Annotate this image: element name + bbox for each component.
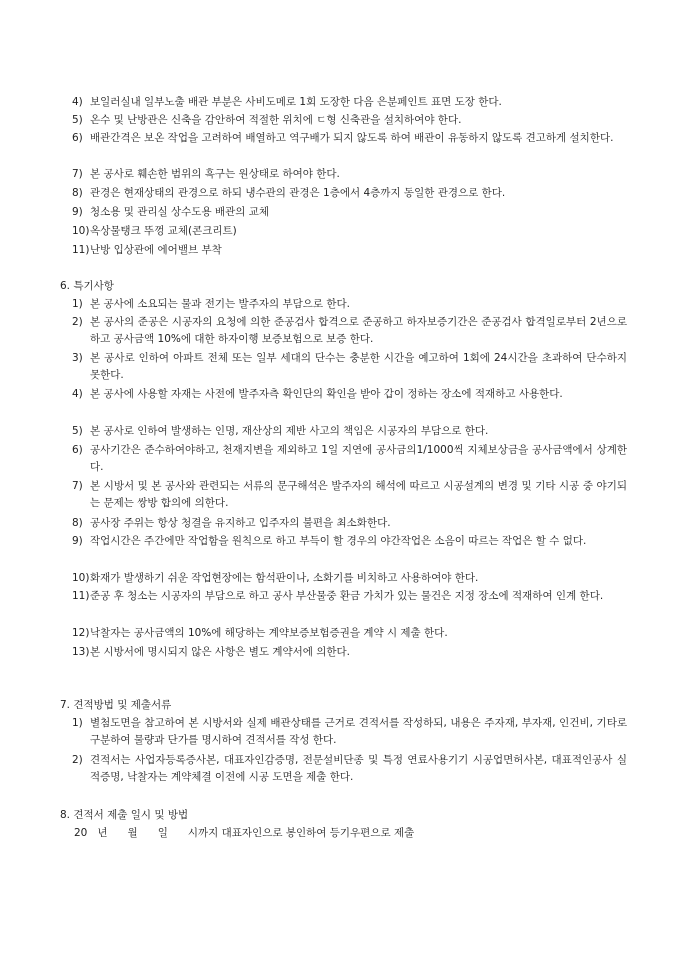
list-item: 4) 본 공사에 사용할 자재는 사전에 발주자측 확인단의 확인을 받아 갑이 정하는 장소에 적재하고 사용한다. [72, 388, 563, 400]
list-item: 6) 공사기간은 준수하여야하고, 천재지변을 제외하고 1일 지연에 공사금의1/1000씩 지체보상금을 공사금액에서 상계한다. [72, 444, 627, 473]
list-item: 9) 청소용 및 관리실 상수도용 배관의 교체 [72, 206, 269, 218]
list-item: 2) 본 공사의 준공은 시공자의 요청에 의한 준공검사 합격으로 준공하고 하자보증기간은 준공검사 합격일로부터 2년으로 하고 공사금액 10%에 대한 하자이행 보증보험으로 보증 한다. [72, 316, 627, 345]
list-item: 7) 본 시방서 및 본 공사와 관련되는 서류의 문구해석은 발주자의 해석에 따르고 시공설계의 변경 및 기타 시공 중 야기되는 문제는 쌍방 합의에 의한다. [72, 480, 627, 509]
list-item: 13) 본 시방서에 명시되지 않은 사항은 별도 계약서에 의한다. [72, 646, 350, 658]
list-item: 4) 보일러실내 일부노출 배관 부분은 사비도메로 1회 도장한 다음 은분페인트 표면 도장 한다. [72, 96, 502, 108]
list-item: 12) 낙찰자는 공사금액의 10%에 해당하는 계약보증보험증권을 계약 시 제출 한다. [72, 627, 448, 639]
list-item: 7) 본 공사로 훼손한 범위의 흑구는 원상태로 하여야 한다. [72, 168, 340, 180]
section-heading: 6. 특기사항 [60, 280, 114, 292]
submission-date-line: 20 년 월 일 시까지 대표자인으로 봉인하여 등기우편으로 제출 [74, 827, 415, 839]
list-item: 5) 온수 및 난방관은 신축을 감안하여 적절한 위치에 ㄷ형 신축관을 설치하여야 한다. [72, 114, 462, 126]
list-item: 1) 별첨도면을 참고하여 본 시방서와 실제 배관상태를 근거로 견적서를 작성하되, 내용은 주자재, 부자재, 인건비, 기타로 구분하여 물량과 단가를 명시하여 견적서를 작성 한다. [72, 717, 627, 746]
list-item: 1) 본 공사에 소요되는 물과 전기는 발주자의 부담으로 한다. [72, 298, 350, 310]
list-item: 8) 관경은 현재상태의 관경으로 하되 냉수관의 관경은 1층에서 4층까지 동일한 관경으로 한다. [72, 187, 506, 199]
section-heading: 8. 견적서 제출 일시 및 방법 [60, 809, 189, 821]
list-item: 11) 준공 후 청소는 시공자의 부담으로 하고 공사 부산물중 환금 가치가 있는 물건은 지정 장소에 적재하여 인계 한다. [72, 590, 604, 602]
list-item: 6) 배관간격은 보온 작업을 고려하여 배열하고 역구배가 되지 않도록 하여 배관이 유동하지 않도록 견고하게 설치한다. [72, 132, 614, 144]
list-item: 8) 공사장 주위는 항상 청결을 유지하고 입주자의 불편을 최소화한다. [72, 517, 391, 529]
list-item: 5) 본 공사로 인하여 발생하는 인명, 재산상의 제반 사고의 책임은 시공자의 부담으로 한다. [72, 425, 489, 437]
list-item: 10) 화재가 발생하기 쉬운 작업현장에는 함석판이나, 소화기를 비치하고 사용하여야 한다. [72, 572, 479, 584]
list-item: 10) 옥상물탱크 뚜껑 교체(콘크리트) [72, 225, 237, 237]
list-item: 3) 본 공사로 인하여 아파트 전체 또는 일부 세대의 단수는 충분한 시간을 예고하여 1회에 24시간을 초과하여 단수하지 못한다. [72, 352, 627, 381]
section-heading: 7. 견적방법 및 제출서류 [60, 699, 172, 711]
list-item: 2) 견적서는 사업자등록증사본, 대표자인감증명, 전문설비단종 및 특정 연료사용기기 시공업면허사본, 대표적인공사 실적증명, 낙찰자는 계약체결 이전에 시공 도면을 제출 한다. [72, 754, 627, 783]
list-item: 11) 난방 입상관에 에어밸브 부착 [72, 244, 222, 256]
list-item: 9) 작업시간은 주간에만 작업함을 원칙으로 하고 부득이 할 경우의 야간작업은 소음이 따르는 작업은 할 수 없다. [72, 535, 587, 547]
